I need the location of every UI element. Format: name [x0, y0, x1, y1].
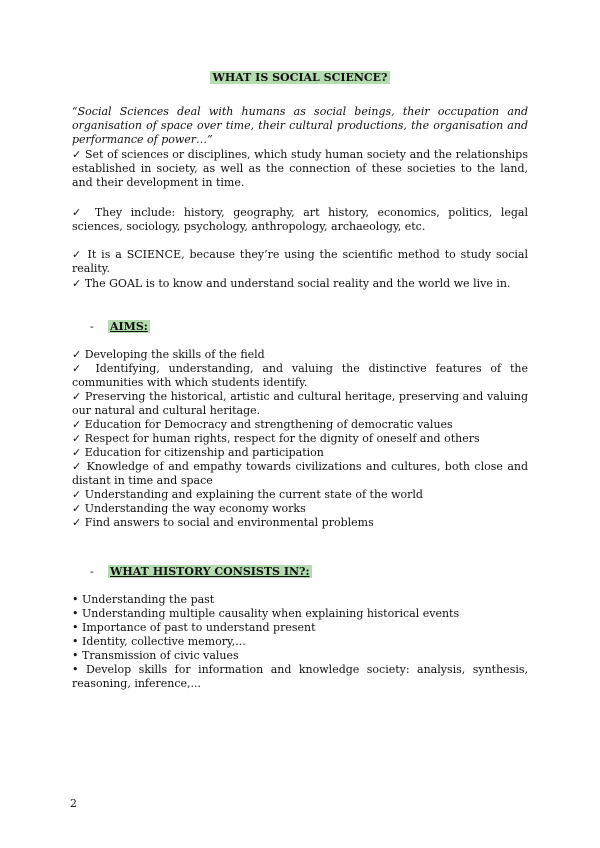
paragraph-goal: ✓ The GOAL is to know and understand social reality and the world we live in. — [72, 277, 528, 291]
list-item: ✓ Understanding and explaining the current state of the world — [72, 488, 528, 502]
list-item: • Importance of past to understand present — [72, 621, 528, 635]
list-item: ✓ Education for Democracy and strengthening of democratic values — [72, 418, 528, 432]
history-list — [72, 593, 528, 691]
aims-heading: - AIMS: — [90, 320, 148, 333]
page-number: 2 — [70, 797, 77, 810]
list-item: • Understanding the past — [72, 593, 528, 607]
list-item: ✓ Developing the skills of the field — [72, 348, 528, 362]
list-item: ✓ Identifying, understanding, and valuing the distinctive features of the communities with which students identify. — [72, 362, 528, 390]
list-item: • Transmission of civic values — [72, 649, 528, 663]
paragraph-definition: ✓ Set of sciences or disciplines, which study human society and the relationships established in society, as well as the connection of these societies to the land, and their development in time. — [72, 148, 528, 190]
paragraph-disciplines: ✓ They include: history, geography, art history, economics, politics, legal sciences, sociology, psychology, anthropology, archaeology, etc. — [72, 206, 528, 234]
history-heading-label: WHAT HISTORY CONSISTS IN?: — [110, 565, 310, 578]
list-item: • Develop skills for information and knowledge society: analysis, synthesis, reasoning, inference,... — [72, 663, 528, 691]
list-item: ✓ Respect for human rights, respect for the dignity of oneself and others — [72, 432, 528, 446]
definition-quote: “Social Sciences deal with humans as social beings, their occupation and organisation of space over time, their cultural productions, the organisation and performance of power…” — [72, 105, 528, 146]
list-item: • Understanding multiple causality when explaining historical events — [72, 607, 528, 621]
page-title: WHAT IS SOCIAL SCIENCE? — [212, 71, 388, 84]
list-item: ✓ Knowledge of and empathy towards civilizations and cultures, both close and distant in time and space — [72, 460, 528, 488]
title-container — [72, 71, 528, 85]
document-page — [72, 0, 528, 848]
list-item: ✓ Preserving the historical, artistic and cultural heritage, preserving and valuing our natural and cultural heritage. — [72, 390, 528, 418]
aims-heading-label: AIMS: — [110, 320, 148, 333]
list-item: ✓ Understanding the way economy works — [72, 502, 528, 516]
list-item: • Identity, collective memory,... — [72, 635, 528, 649]
paragraph-science: ✓ It is a SCIENCE, because they’re using the scientific method to study social reality. — [72, 248, 528, 276]
list-item: ✓ Find answers to social and environmental problems — [72, 516, 528, 530]
history-heading: - WHAT HISTORY CONSISTS IN?: — [90, 565, 310, 578]
list-item: ✓ Education for citizenship and participation — [72, 446, 528, 460]
aims-list — [72, 348, 528, 530]
